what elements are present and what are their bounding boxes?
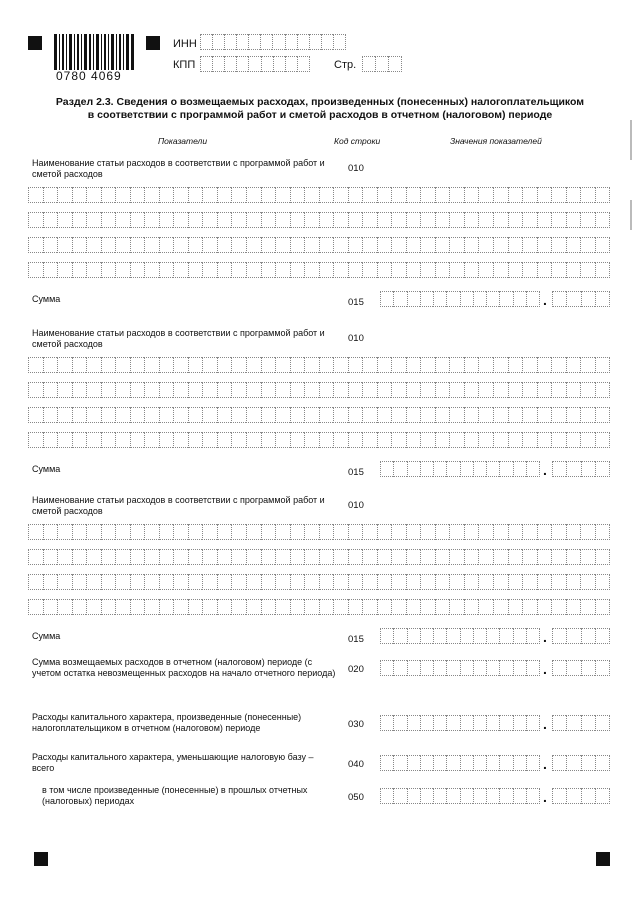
total-code-050: 050: [348, 792, 364, 803]
page-label: Стр.: [334, 59, 357, 71]
expense-name-code: 010: [348, 163, 364, 174]
corner-marker-top-right: [146, 36, 160, 50]
expense-name-row-1[interactable]: [28, 357, 610, 373]
total-label-050: в том числе произведенные (понесенные) в прошлых отчетных (налоговых) периодах: [42, 785, 308, 806]
total-code-030: 030: [348, 719, 364, 730]
barcode-number: 0780 4069: [56, 69, 122, 83]
expense-sum-code: 015: [348, 297, 364, 308]
total-amount-040-decimal-point: .: [543, 756, 547, 772]
expense-name-code: 010: [348, 333, 364, 344]
page-field[interactable]: [362, 56, 402, 72]
total-amount-020-decimal-point: .: [543, 661, 547, 677]
kpp-field[interactable]: [200, 56, 310, 72]
total-label-030: Расходы капитального характера, произведенные (понесенные) налогоплательщиком в отчетном (налоговом) периоде: [32, 712, 302, 733]
expense-name-row-4[interactable]: [28, 262, 610, 278]
expense-name-row-3[interactable]: [28, 407, 610, 423]
total-code-040: 040: [348, 759, 364, 770]
expense-sum-fraction[interactable]: [552, 628, 610, 644]
section-title-line2: в соответствии с программой работ и сметой расходов в отчетном (налоговом) периоде: [87, 109, 553, 121]
total-amount-030-decimal-point: .: [543, 716, 547, 732]
expense-sum-integer[interactable]: [380, 628, 540, 644]
corner-marker-bottom-left: [34, 852, 48, 866]
expense-sum-decimal-point: .: [543, 462, 547, 478]
expense-name-row-2[interactable]: [28, 382, 610, 398]
total-code-020: 020: [348, 664, 364, 675]
expense-sum-code: 015: [348, 634, 364, 645]
total-amount-040-integer[interactable]: [380, 755, 540, 771]
column-header-values: Значения показателей: [450, 136, 542, 146]
expense-name-row-1[interactable]: [28, 524, 610, 540]
total-label-020: Сумма возмещаемых расходов в отчетном (налоговом) периоде (с учетом остатка невозмещенных расходов на начало отчетного периода): [32, 657, 336, 678]
expense-name-label: Наименование статьи расходов в соответствии с программой работ и сметой расходов: [32, 158, 325, 179]
total-amount-050-fraction[interactable]: [552, 788, 610, 804]
column-header-line-code: Код строки: [334, 136, 381, 146]
kpp-label: КПП: [173, 59, 196, 71]
column-header-indicators: Показатели: [158, 136, 208, 146]
expense-sum-decimal-point: .: [543, 629, 547, 645]
expense-sum-fraction[interactable]: [552, 291, 610, 307]
expense-name-row-4[interactable]: [28, 432, 610, 448]
expense-sum-label: Сумма: [32, 464, 61, 474]
total-amount-020-integer[interactable]: [380, 660, 540, 676]
expense-name-row-4[interactable]: [28, 599, 610, 615]
expense-sum-label: Сумма: [32, 294, 61, 304]
scan-edge-right: [630, 120, 632, 160]
expense-sum-label: Сумма: [32, 631, 61, 641]
expense-name-code: 010: [348, 500, 364, 511]
total-amount-030-fraction[interactable]: [552, 715, 610, 731]
expense-sum-decimal-point: .: [543, 292, 547, 308]
expense-sum-integer[interactable]: [380, 461, 540, 477]
expense-name-label: Наименование статьи расходов в соответствии с программой работ и сметой расходов: [32, 328, 325, 349]
total-amount-020-fraction[interactable]: [552, 660, 610, 676]
corner-marker-bottom-right: [596, 852, 610, 866]
expense-name-label: Наименование статьи расходов в соответствии с программой работ и сметой расходов: [32, 495, 325, 516]
scan-edge-right-2: [630, 200, 632, 230]
expense-name-row-2[interactable]: [28, 212, 610, 228]
total-amount-050-integer[interactable]: [380, 788, 540, 804]
inn-label: ИНН: [173, 38, 197, 50]
expense-name-row-2[interactable]: [28, 549, 610, 565]
barcode-icon: [54, 34, 134, 70]
expense-sum-code: 015: [348, 467, 364, 478]
expense-name-row-3[interactable]: [28, 237, 610, 253]
total-label-040: Расходы капитального характера, уменьшающие налоговую базу – всего: [32, 752, 314, 773]
section-title-line1: Раздел 2.3. Сведения о возмещаемых расходах, произведенных (понесенных) налогоплательщиком: [55, 96, 585, 108]
expense-sum-fraction[interactable]: [552, 461, 610, 477]
expense-name-row-3[interactable]: [28, 574, 610, 590]
total-amount-030-integer[interactable]: [380, 715, 540, 731]
expense-sum-integer[interactable]: [380, 291, 540, 307]
total-amount-050-decimal-point: .: [543, 789, 547, 805]
corner-marker-top-left: [28, 36, 42, 50]
expense-name-row-1[interactable]: [28, 187, 610, 203]
total-amount-040-fraction[interactable]: [552, 755, 610, 771]
inn-field[interactable]: [200, 34, 346, 50]
